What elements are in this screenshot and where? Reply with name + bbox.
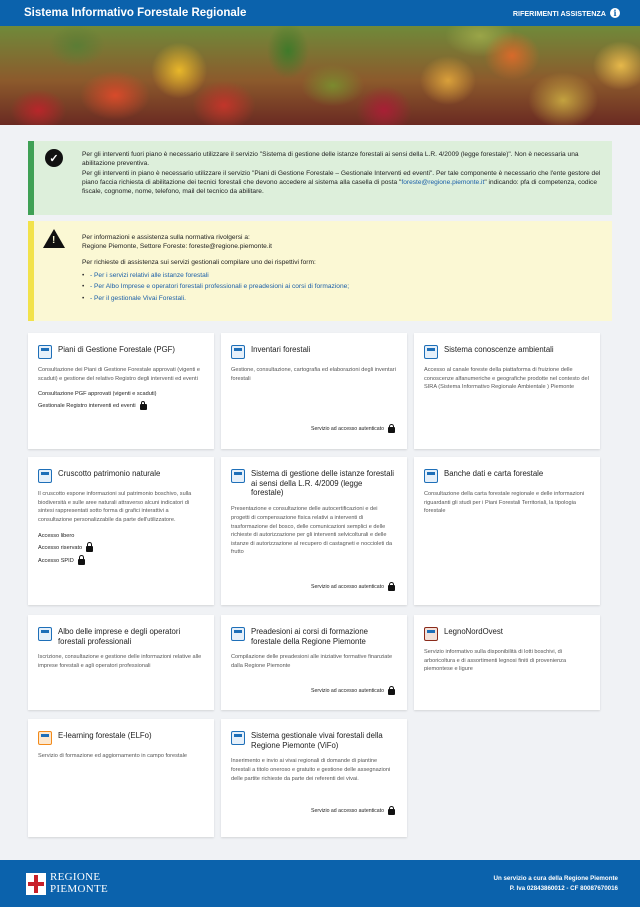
- link-label: Consultazione PGF approvati (vigenti e scaduti): [38, 391, 157, 398]
- lock-icon: [388, 427, 395, 433]
- card-title: Banche dati e carta forestale: [444, 469, 544, 478]
- card-istanze[interactable]: [221, 457, 407, 605]
- card-description: Servizio informativo sulla disponibilità di lotti boschivi, di arboricoltura e di assortimenti legnosi finiti di provenienza piemontese e ligure: [424, 649, 567, 673]
- auth-label: Servizio ad accesso autenticato: [311, 426, 384, 432]
- card-inventari[interactable]: [221, 333, 407, 449]
- card-elearning[interactable]: [28, 719, 214, 837]
- auth-badge: [311, 425, 395, 433]
- card-vifo[interactable]: [221, 719, 407, 837]
- card-description: Gestione, consultazione, cartografia ed elaborazioni degli inventari forestali: [231, 367, 396, 382]
- form-icon: [231, 469, 245, 483]
- info-icon: i: [610, 8, 620, 18]
- form-link-vivai[interactable]: • - Per il gestionale Vivai Forestali.: [82, 294, 602, 303]
- lock-icon: [388, 585, 395, 591]
- logo-line: PIEMONTE: [50, 882, 109, 895]
- alert-text-part: " indicando: pfa di competenza, codice fiscale, cognome, nome, telefono, mail del tecnico da abilitare.: [82, 179, 598, 196]
- assistance-label: RIFERIMENTI ASSISTENZA: [512, 8, 606, 18]
- card-description: Compilazione delle preadesioni alle iniziative formative finanziate dalla Regione Piemonte: [231, 654, 393, 670]
- card-title: Piani di Gestione Forestale (PGF): [58, 345, 175, 354]
- card-preadesioni[interactable]: [221, 615, 407, 710]
- site-title[interactable]: Sistema Informativo Forestale Regionale: [24, 7, 247, 19]
- auth-badge: [311, 807, 395, 815]
- link-label: Gestionale Registro interventi ed eventi: [38, 403, 136, 410]
- map-pin-icon: [424, 469, 438, 483]
- card-banche-dati[interactable]: [414, 457, 600, 605]
- card-legnonordovest[interactable]: [414, 615, 600, 710]
- assistance-link[interactable]: [513, 8, 620, 18]
- auth-badge: [311, 583, 395, 591]
- card-description: Servizio di formazione ed aggiornamento in campo forestale: [38, 753, 187, 759]
- alert-text: Per informazioni e assistenza sulla normativa rivolgersi a:: [82, 234, 250, 241]
- alert-body: [74, 141, 612, 215]
- footer-info: [494, 874, 618, 893]
- dashboard-icon: [38, 469, 52, 483]
- card-description: Accesso al canale foreste della piattaforma di fruizione delle conoscenze alfanumeriche e geografiche prodotte nel contesto del SIRA (Sistema Informativo Regionale Ambientale ) Piemonte: [424, 367, 589, 391]
- card-description: Consultazione dei Piani di Gestione Forestale approvati (vigenti e scaduti) e gestione del relativo Registro degli interventi ed eventi: [38, 367, 201, 382]
- link-label: Accesso libero: [38, 532, 75, 539]
- link-label: Accesso riservato: [38, 544, 83, 551]
- auth-label: Servizio ad accesso autenticato: [311, 688, 384, 694]
- accesso-riservato-link[interactable]: [38, 544, 204, 552]
- card-title: Preadesioni ai corsi di formazione forestale della Regione Piemonte: [251, 627, 369, 646]
- info-alert: [28, 141, 612, 215]
- accesso-libero-link[interactable]: [38, 533, 204, 539]
- lock-icon: [388, 809, 395, 815]
- document-icon: [231, 627, 245, 641]
- check-circle-icon: ✓: [34, 141, 74, 215]
- lock-icon: [140, 404, 147, 410]
- card-title: E-learning forestale (ELFo): [58, 731, 152, 740]
- tree-icon: [231, 731, 245, 745]
- pgf-registro-link[interactable]: [38, 402, 204, 410]
- logo-text: [50, 872, 108, 895]
- top-bar: [0, 0, 640, 26]
- card-description: Inserimento e invio ai vivai regionali di domande di piantine forestali a titolo oneroso e gratuito e gestione delle assegnazioni delle partite richieste da parte dei referenti dei vivai.: [231, 758, 391, 782]
- hero-forest-banner: [0, 26, 640, 125]
- auth-label: Servizio ad accesso autenticato: [311, 808, 384, 814]
- card-description: Il cruscotto espone informazioni sul patrimonio boschivo, sulla biodiversità e sulle aree naturali attraverso alcuni indicatori di sintesi rappresentati sotto forma di grafici interattivi a consultazione personalizzabile da parte dell'utilizzatore.: [38, 491, 192, 523]
- accesso-spid-link[interactable]: [38, 557, 204, 565]
- card-title: Inventari forestali: [251, 345, 311, 354]
- card-title: Albo delle imprese e degli operatori forestali professionali: [58, 627, 181, 646]
- card-pgf[interactable]: [28, 333, 214, 449]
- lock-icon: [86, 546, 93, 552]
- alert-text: Regione Piemonte, Settore Foreste: foreste@regione.piemonte.it: [82, 243, 272, 251]
- pgf-consultazione-link[interactable]: [38, 391, 204, 397]
- alert-text-part: Per gli interventi in piano è necessario utilizzare il servizio "Piani di Gestione Forestale – Gestionale Interventi ed eventi". Per tale componente è necessario che l'ente gestore del piano faccia richiesta di abilitazione dei tecnici forestali che devono accedere al sistema alla casella di posta ": [82, 169, 601, 187]
- legno-logo-icon: [424, 627, 438, 641]
- card-description: Iscrizione, consultazione e gestione delle informazioni relative alle imprese forestali e agli operatori professionali: [38, 654, 202, 670]
- card-title: Sistema di gestione delle istanze forestali ai sensi della L.R. 4/2009 (legge forestale): [251, 469, 395, 498]
- document-chart-icon: [231, 345, 245, 359]
- alert-text: Per gli interventi fuori piano è necessario utilizzare il servizio "Sistema di gestione delle istanze forestali ai sensi della L.R. 4/2009 (legge forestale)". Non è necessaria una abilitazione preventiva.: [82, 151, 579, 168]
- form-links-list: [82, 271, 602, 303]
- card-title: Sistema gestionale vivai forestali della Regione Piemonte (ViFo): [251, 731, 383, 750]
- lock-icon: [388, 689, 395, 695]
- link-label: Accesso SPID: [38, 557, 74, 564]
- window-chart-icon: [424, 345, 438, 359]
- warning-triangle-icon: !: [34, 221, 74, 321]
- alert-text: Per richieste di assistenza sui servizi gestionali compilare uno dei rispettivi form:: [82, 258, 316, 266]
- monitor-user-icon: [38, 627, 52, 641]
- lock-icon: [78, 559, 85, 565]
- card-description: Consultazione della carta forestale regionale e delle informazioni riguardanti gli studi per i Piani Forestali Territoriali, la tipologia forestale: [424, 491, 585, 515]
- footer-vat: P. Iva 02843860012 - CF 80087670016: [509, 884, 618, 892]
- regione-shield-icon: [26, 873, 46, 895]
- alert-body: [74, 221, 612, 321]
- regione-piemonte-logo[interactable]: [26, 872, 108, 895]
- auth-label: Servizio ad accesso autenticato: [311, 584, 384, 590]
- card-title: LegnoNordOvest: [444, 627, 503, 636]
- auth-badge: [311, 687, 395, 695]
- card-title: Sistema conoscenze ambientali: [444, 345, 554, 354]
- logo-line: REGIONE: [50, 870, 101, 883]
- form-link-istanze[interactable]: • - Per i servizi relativi alle istanze forestali: [82, 271, 602, 280]
- footer-credit: Un servizio a cura della Regione Piemonte: [493, 875, 618, 883]
- calendar-icon: [38, 345, 52, 359]
- card-title: Cruscotto patrimonio naturale: [58, 469, 161, 478]
- card-description: Presentazione e consultazione delle autocertificazioni e dei progetti di compensazione fisica relativi a interventi di trasformazione del bosco, delle comunicazioni semplici e delle richieste di autorizzazione per gli interventi selvicolturali e delle istanze di autorizzazione al recupero di castagneti e noccioleti da frutto: [231, 506, 393, 556]
- card-conoscenze[interactable]: [414, 333, 600, 449]
- card-albo[interactable]: [28, 615, 214, 710]
- moodle-icon: [38, 731, 52, 745]
- alert-text: [82, 169, 602, 197]
- warning-alert: [28, 221, 612, 321]
- email-link[interactable]: foreste@regione.piemonte.it: [401, 179, 485, 187]
- form-link-albo[interactable]: • - Per Albo Imprese e operatori forestali professionali e preadesioni ai corsi di formazione;: [82, 282, 602, 291]
- footer: [0, 860, 640, 907]
- card-cruscotto[interactable]: [28, 457, 214, 605]
